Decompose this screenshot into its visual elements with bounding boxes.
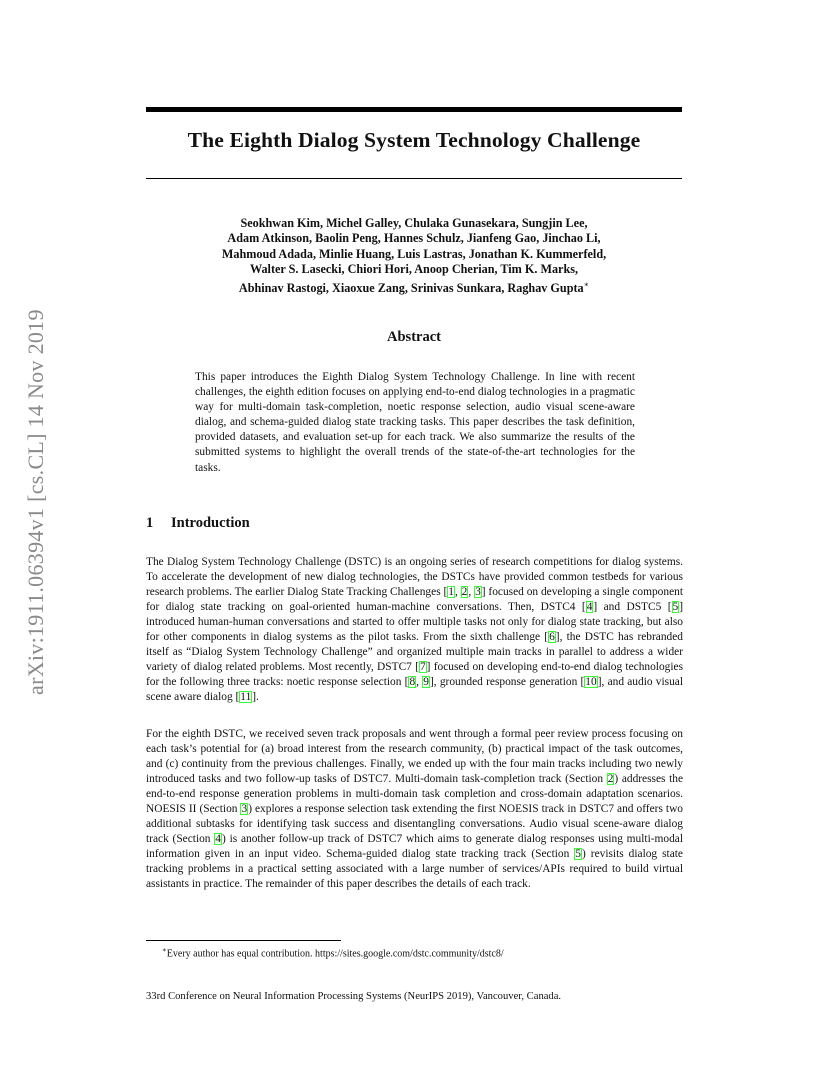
footnote-rule: [146, 940, 341, 941]
citation-link[interactable]: 5: [672, 601, 679, 614]
para-text: ] and DSTC5 [: [593, 601, 672, 614]
intro-paragraph-2: [146, 727, 683, 893]
para-text: ,: [468, 586, 475, 599]
arxiv-id-text: arXiv:1911.06394v1 [cs.CL] 14 Nov 2019: [23, 309, 48, 695]
title-top-rule: [146, 107, 682, 112]
author-line: Mahmoud Adada, Minlie Huang, Luis Lastras, Jonathan K. Kummerfeld,: [221, 246, 607, 261]
intro-paragraph-1: [146, 555, 683, 705]
abstract-text: This paper introduces the Eighth Dialog System Technology Challenge. In line with recent challenges, the eighth edition focuses on applying end-to-end dialog technologies in a pragmatic way for multi-domain task-completion, noetic response selection, audio visual scene-aware dialog, and schema-guided dialog state tracking tasks. This paper describes the task definition, provided datasets, and evaluation set-up for each track. We also summarize the results of the submitted systems to highlight the overall trends of the state-of-the-art technologies for the tasks.: [195, 371, 635, 474]
footnote-text: Every author has equal contribution. https://sites.google.com/dstc.community/dstc8/: [166, 948, 504, 960]
author-list: [146, 216, 682, 297]
citation-link[interactable]: 8: [409, 676, 416, 689]
citation-link[interactable]: 4: [586, 601, 593, 614]
para-text: ) is another follow-up track of DSTC7 which aims to generate dialog responses using multi-modal information given in an input video. Schema-guided dialog state tracking track (Section: [146, 833, 683, 861]
author-footnote-mark: ∗: [583, 280, 590, 290]
para-text: ] focused on developing end-to-end dialog technologies for the following three tracks: noetic response selection [: [146, 661, 684, 689]
para-text: ] focused on developing a single component for dialog state tracking on goal-oriented human-machine conversations. Then, DSTC4 [: [146, 586, 683, 614]
para-text: ) explores a response selection task extending the first NOESIS track in DSTC7 and offers two additional subtasks for identifying task success and disentangling conversations. Audio visual scene-aware dialog track (Section: [146, 803, 683, 846]
para-text: For the eighth DSTC, we received seven track proposals and went through a formal peer review process focusing on each task’s potential for (a) broad interest from the research community, (b) practical impact of the task outcomes, and (c) continuity from the previous challenges. Finally, we ended up with the four main tracks including two newly introduced tasks and two follow-up tasks of DSTC7. Multi-domain task-completion track (Section: [146, 728, 683, 786]
section-heading-introduction: [146, 515, 250, 532]
section-number: 1: [146, 515, 154, 531]
section-ref-link[interactable]: 3: [241, 803, 248, 816]
citation-link[interactable]: 6: [549, 631, 555, 644]
section-ref-link[interactable]: 2: [607, 773, 614, 786]
paper-title: The Eighth Dialog System Technology Challenge: [187, 128, 641, 152]
conference-footer: 33rd Conference on Neural Information Processing Systems (NeurIPS 2019), Vancouver, Canada.: [146, 991, 562, 1002]
para-text: ] introduced human-human conversations and started to offer multiple tasks not only for dialog state tracking, but also for other components in dialog systems as the pilot tasks. From the sixth challenge [: [146, 601, 684, 644]
footnote: [162, 944, 682, 960]
para-text: ], the DSTC has rebranded itself as “Dialog System Technology Challenge” and organized multiple main tracks in parallel to address a wider variety of dialog related problems. Most recently, DSTC7 [: [146, 631, 683, 674]
citation-link[interactable]: 10: [585, 676, 597, 689]
arxiv-identifier-stamp: [22, 285, 50, 695]
para-text: ) addresses the end-to-end response generation problems in multi-domain task completion and cross-domain adaptation scenarios. NOESIS II (Section: [146, 773, 684, 816]
author-line: Adam Atkinson, Baolin Peng, Hannes Schulz, Jianfeng Gao, Jinchao Li,: [227, 231, 601, 246]
para-text: ].: [252, 691, 259, 704]
citation-link[interactable]: 11: [240, 691, 252, 704]
para-text: ,: [416, 676, 423, 689]
para-text: ,: [454, 586, 461, 599]
citation-link[interactable]: 1: [448, 586, 454, 599]
title-bottom-rule: [146, 178, 682, 179]
para-text: ], grounded response generation [: [429, 676, 585, 689]
footnote-mark: ∗: [162, 946, 167, 954]
abstract-heading: Abstract: [387, 329, 441, 345]
para-text: ) revisits dialog state tracking problems in a practical setting associated with a large number of services/APIs required to build virtual assistants in practice. The remainder of this paper describes the details of each track.: [146, 848, 683, 891]
citation-link[interactable]: 3: [475, 586, 481, 599]
citation-link[interactable]: 9: [423, 676, 429, 689]
para-text: ], and audio visual scene aware dialog [: [146, 676, 683, 704]
citation-link[interactable]: 2: [461, 586, 468, 599]
author-line: [146, 277, 682, 296]
para-text: The Dialog System Technology Challenge (DSTC) is an ongoing series of research competitions for dialog systems. To accelerate the development of new dialog technologies, the DSTCs have provided common testbeds for various research problems. The earlier Dialog State Tracking Challenges [: [146, 556, 683, 599]
author-line: Seokhwan Kim, Michel Galley, Chulaka Gunasekara, Sungjin Lee,: [240, 216, 588, 230]
section-ref-link[interactable]: 4: [215, 833, 221, 846]
section-title: Introduction: [171, 515, 250, 531]
citation-link[interactable]: 7: [419, 661, 426, 674]
section-ref-link[interactable]: 5: [575, 848, 581, 861]
author-line-text: Abhinav Rastogi, Xiaoxue Zang, Srinivas Sunkara, Raghav Gupta: [238, 281, 584, 296]
author-line: Walter S. Lasecki, Chiori Hori, Anoop Cherian, Tim K. Marks,: [249, 261, 579, 276]
